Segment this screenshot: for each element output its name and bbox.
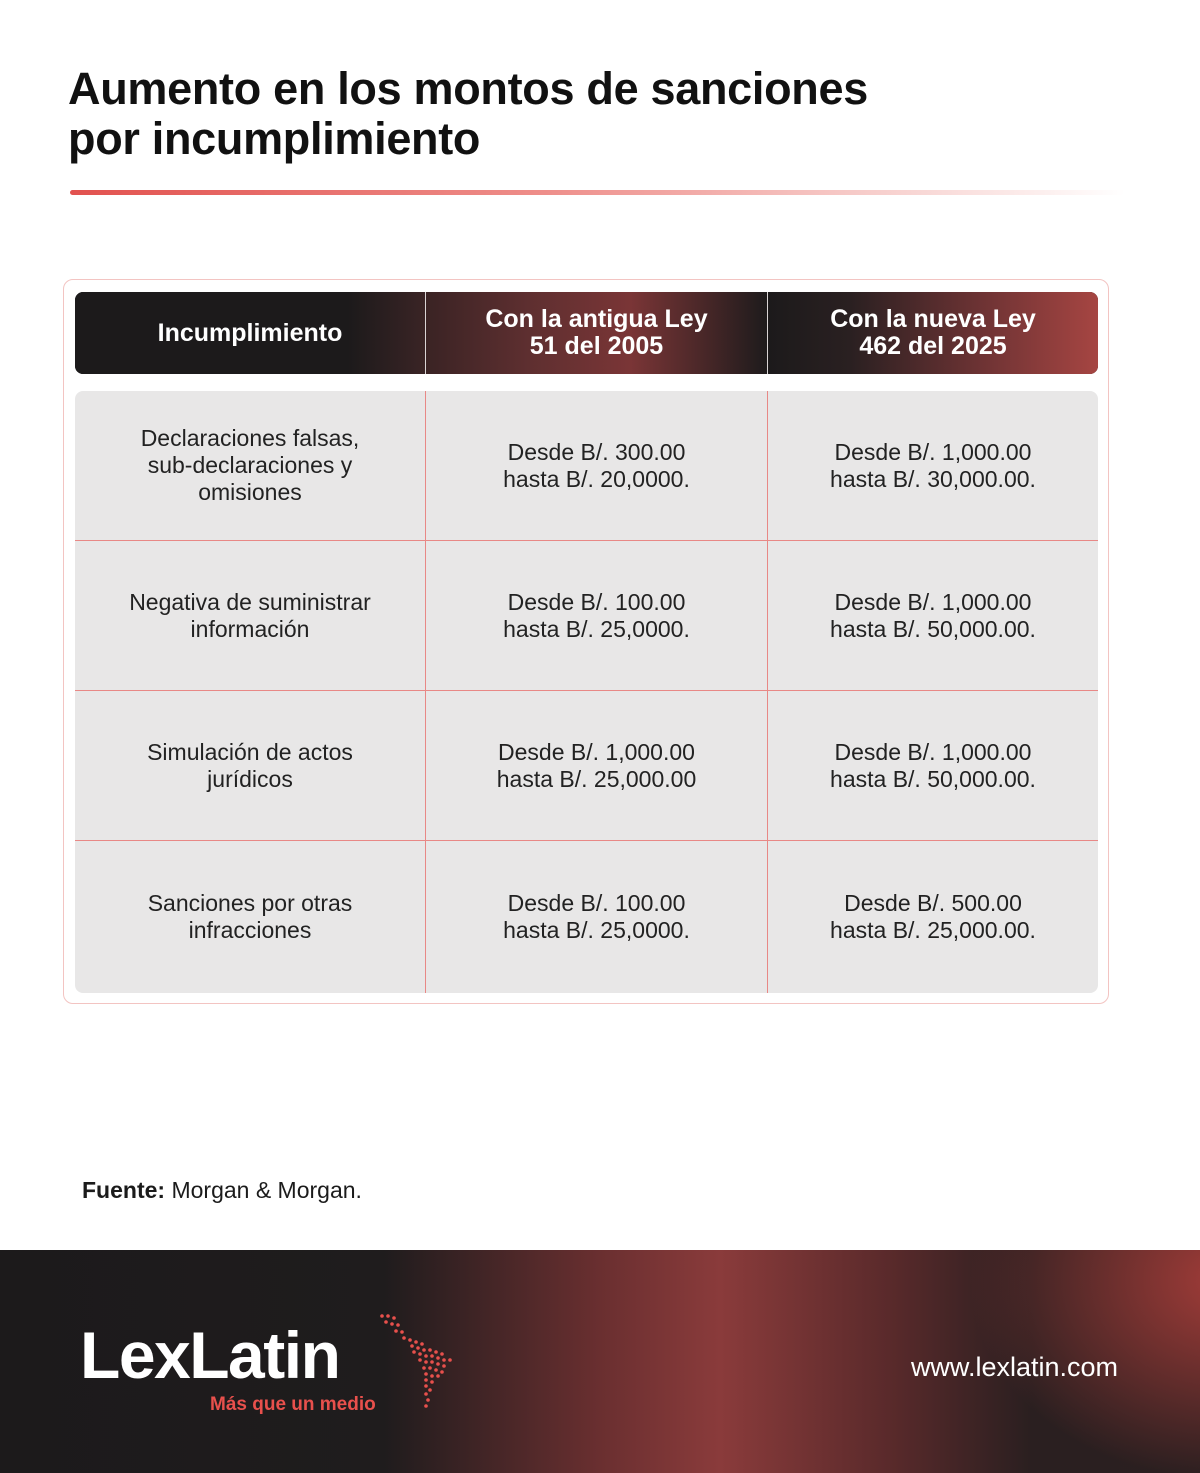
footer-banner bbox=[0, 1250, 1200, 1473]
cell-ley-nueva: Desde B/. 500.00 hasta B/. 25,000.00. bbox=[767, 841, 1098, 993]
source-note bbox=[82, 1177, 362, 1204]
website-link[interactable]: www.lexlatin.com bbox=[910, 1352, 1118, 1382]
cell-incumplimiento: Sanciones por otras infracciones bbox=[147, 890, 353, 943]
logo-wordmark: LexLatin bbox=[80, 1318, 340, 1392]
cell-ley-nueva: Desde B/. 1,000.00 hasta B/. 30,000.00. bbox=[767, 391, 1098, 540]
table-body bbox=[75, 391, 1098, 993]
logo-tagline: Más que un medio bbox=[210, 1394, 376, 1415]
title-line-1: Aumento en los montos de sanciones bbox=[68, 63, 868, 114]
source-value: Morgan & Morgan. bbox=[171, 1177, 362, 1203]
cell-incumplimiento: Simulación de actos jurídicos bbox=[147, 738, 353, 792]
lexlatin-logo[interactable] bbox=[80, 1320, 480, 1430]
cell-incumplimiento: Negativa de suministrar información bbox=[129, 588, 371, 642]
cell-ley-nueva: Desde B/. 1,000.00 hasta B/. 50,000.00. bbox=[767, 541, 1098, 690]
table-row bbox=[75, 841, 1098, 993]
table-row bbox=[75, 391, 1098, 541]
cell-incumplimiento: Declaraciones falsas, sub-declaraciones y omisiones bbox=[140, 425, 360, 505]
title-line-2: por incumplimiento bbox=[68, 113, 481, 164]
header-incumplimiento: Incumplimiento bbox=[75, 292, 425, 374]
table-row bbox=[75, 691, 1098, 841]
header-ley-nueva: Con la nueva Ley 462 del 2025 bbox=[767, 292, 1098, 374]
cell-ley-antigua: Desde B/. 100.00 hasta B/. 25,0000. bbox=[425, 841, 767, 993]
cell-ley-antigua: Desde B/. 300.00 hasta B/. 20,0000. bbox=[425, 391, 767, 540]
title-divider bbox=[70, 190, 1125, 195]
table-header bbox=[75, 292, 1098, 374]
cell-ley-antigua: Desde B/. 1,000.00 hasta B/. 25,000.00 bbox=[425, 691, 767, 840]
table-row bbox=[75, 541, 1098, 691]
header-ley-antigua: Con la antigua Ley 51 del 2005 bbox=[425, 292, 767, 374]
cell-ley-antigua: Desde B/. 100.00 hasta B/. 25,0000. bbox=[425, 541, 767, 690]
page-title bbox=[68, 64, 1048, 164]
latin-america-map-icon bbox=[376, 1312, 466, 1412]
cell-ley-nueva: Desde B/. 1,000.00 hasta B/. 50,000.00. bbox=[767, 691, 1098, 840]
source-label: Fuente: bbox=[82, 1177, 166, 1203]
